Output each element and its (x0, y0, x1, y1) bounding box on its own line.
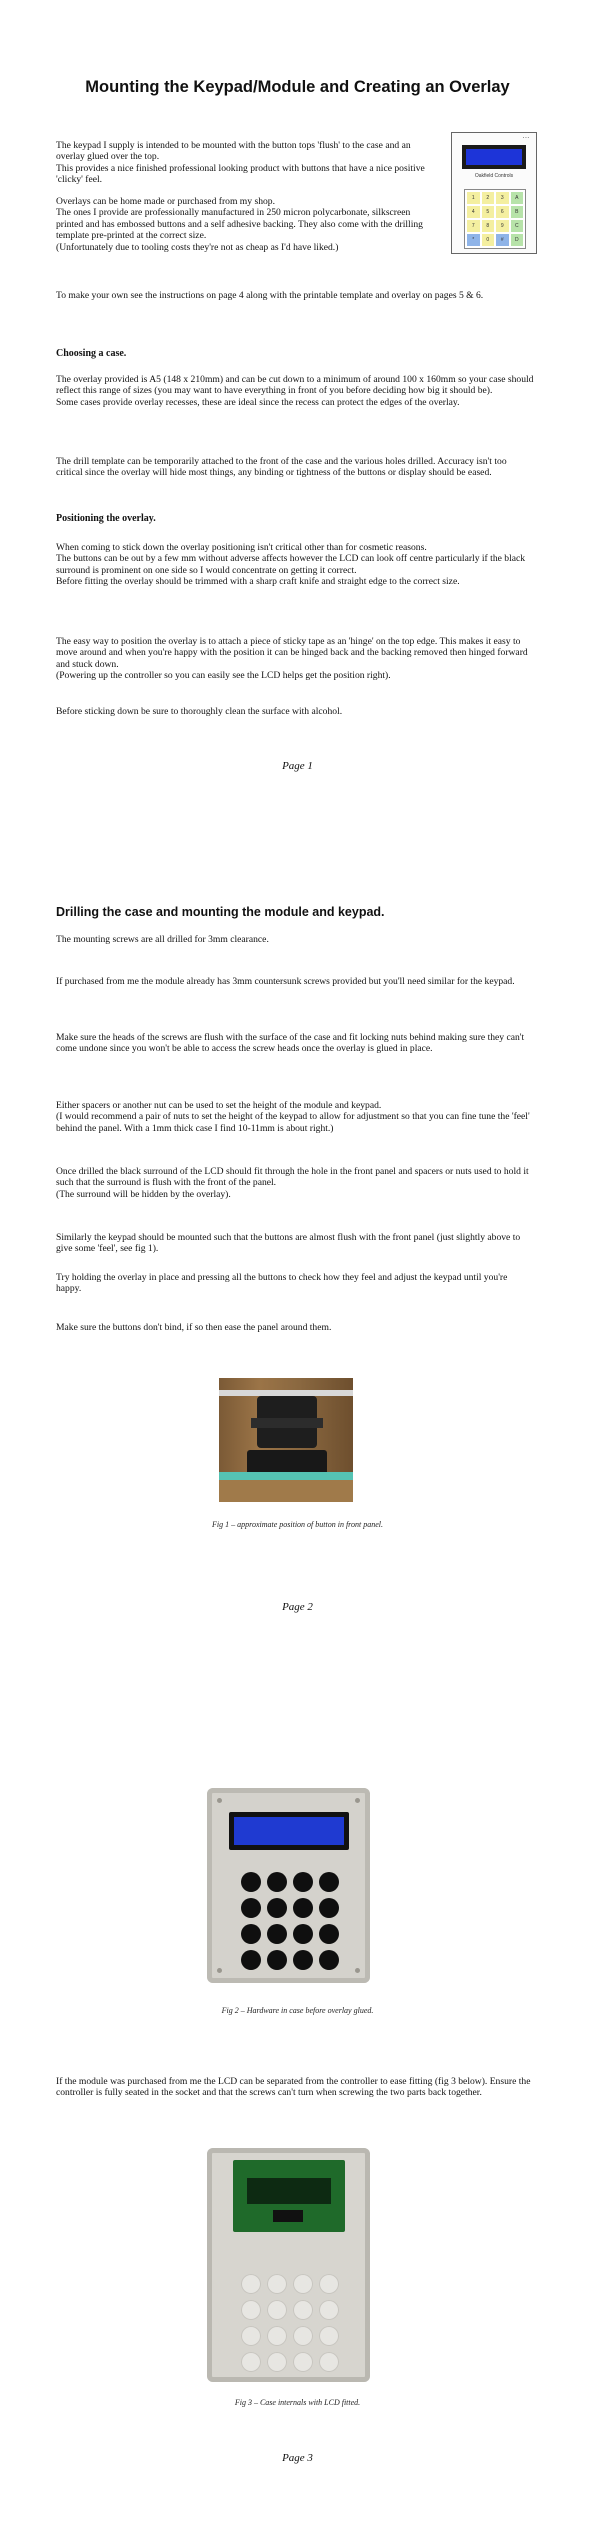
button-hole (267, 1924, 287, 1944)
button-hole (293, 1924, 313, 1944)
button-hole (241, 2274, 261, 2294)
section-heading: Drilling the case and mounting the module and keypad. (56, 905, 385, 919)
button-hole (267, 2300, 287, 2320)
case-paragraph (56, 374, 534, 408)
screw-head (217, 1968, 222, 1973)
keypad-key: 7 (467, 220, 480, 232)
lcd-surround-paragraph (56, 1166, 534, 1200)
controller-chip (273, 2210, 303, 2222)
screw-head (217, 1798, 222, 1803)
keypad-key: * (467, 234, 480, 246)
page-number: Page 1 (282, 760, 313, 772)
positioning-line: Before fitting the overlay should be trimmed with a sharp craft knife and straight edge to the correct size. (56, 576, 460, 588)
section-heading: Positioning the overlay. (56, 513, 156, 524)
button-hole (319, 1872, 339, 1892)
button-hole (267, 2352, 287, 2372)
clean-paragraph: Before sticking down be sure to thoroughly clean the surface with alcohol. (56, 706, 343, 717)
keypad-key: 4 (467, 206, 480, 218)
body-paragraph: If the module was purchased from me the LCD can be separated from the controller to ease fitting (fig 3 below). Ensure the controller is fully seated in the socket and that the screws can't turn when screwing the two parts back together. (56, 2076, 531, 2099)
wood-surface (219, 1480, 353, 1502)
overlay-brand-label: Oakfield Controls (474, 173, 514, 179)
page-number: Page 3 (282, 2452, 313, 2464)
button-hole (293, 2274, 313, 2294)
overlays-paragraph (56, 196, 436, 253)
body-paragraph: The mounting screws are all drilled for 3mm clearance. (56, 934, 269, 945)
page-number: Page 2 (282, 1601, 313, 1613)
case-hardware-photo (207, 1788, 370, 1983)
figure-caption: Fig 3 – Case internals with LCD fitted. (234, 2398, 361, 2407)
lcd-surround (462, 145, 526, 169)
keypad-key: A (511, 192, 524, 204)
button-hole (241, 2326, 261, 2346)
button-hole (319, 2274, 339, 2294)
section-heading: Choosing a case. (56, 348, 127, 359)
keypad-grid (464, 189, 526, 249)
keypad-key: 0 (482, 234, 495, 246)
keypad-key: 2 (482, 192, 495, 204)
positioning-paragraph (56, 542, 534, 588)
keypad-key: 8 (482, 220, 495, 232)
lcd-surround (229, 1812, 349, 1850)
button-hole (293, 2352, 313, 2372)
positioning-line: When coming to stick down the overlay positioning isn't critical other than for cosmetic reasons. (56, 542, 427, 553)
button-hole (293, 2326, 313, 2346)
positioning-line: The buttons can be out by a few mm without adverse affects however the LCD can look off centre particularly if the black surround is prominent on one side so I would concentrate on getting it correct. (56, 553, 526, 576)
spacers-line: (I would recommend a pair of nuts to set the height of the keypad to allow for adjustment so that you can fine tune the 'feel' behind the panel. With a 1mm thick case I find 10-11mm is about right.) (56, 1111, 530, 1134)
button-ring (251, 1418, 323, 1428)
lcd-surround-line: Once drilled the black surround of the LCD should fit through the hole in the front panel and spacers or nuts used to hold it such that the surround is flush with the front of the panel. (56, 1166, 529, 1189)
intro-line: The keypad I supply is intended to be mounted with the button tops 'flush' to the case and an overlay glued over the top. (56, 140, 411, 163)
button-hole (267, 2274, 287, 2294)
hinge-line: (Powering up the controller so you can easily see the LCD helps get the position right). (56, 670, 391, 682)
intro-paragraph (56, 140, 436, 186)
button-hole (241, 2352, 261, 2372)
button-hole (241, 1872, 261, 1892)
button-hole (319, 2326, 339, 2346)
button-position-photo (219, 1378, 353, 1502)
keypad-key: B (511, 206, 524, 218)
spacers-paragraph (56, 1100, 534, 1134)
button-hole (267, 1898, 287, 1918)
button-holes (241, 1872, 339, 1970)
button-hole (267, 1872, 287, 1892)
button-hole (267, 2326, 287, 2346)
button-hole (241, 2300, 261, 2320)
case-line: Some cases provide overlay recesses, these are ideal since the recess can protect the edges of the overlay. (56, 396, 460, 408)
keypad-key: 5 (482, 206, 495, 218)
hinge-paragraph (56, 636, 534, 682)
button-hole (241, 1950, 261, 1970)
body-paragraph: Make sure the heads of the screws are flush with the surface of the case and fit locking nuts behind making sure they can't come undone since you won't be able to access the screw heads once the overlay is glued in place. (56, 1032, 525, 1055)
overlays-line: Overlays can be home made or purchased from my shop. (56, 196, 275, 207)
overlays-line: (Unfortunately due to tooling costs they're not as cheap as I'd have liked.) (56, 241, 339, 253)
overlays-line: The ones I provide are professionally manufactured in 250 micron polycarbonate, silkscreen printed and has embossed buttons and a self adhesive backing. They also come with the drilling template pre-printed at the correct size. (56, 207, 423, 242)
hinge-line: The easy way to position the overlay is to attach a piece of sticky tape as an 'hinge' on the top edge. This makes it easy to move around and when you're happy with the position it can be hinged back and the backing removed then hinged forward and stuck down. (56, 636, 528, 670)
keypad-key: # (496, 234, 509, 246)
screw-head (355, 1968, 360, 1973)
keypad-key: 1 (467, 192, 480, 204)
button-hole (241, 1924, 261, 1944)
keypad-key: 3 (496, 192, 509, 204)
own-overlay-paragraph: To make your own see the instructions on page 4 along with the printable template and overlay on pages 5 & 6. (56, 290, 484, 301)
spacers-line: Either spacers or another nut can be used to set the height of the module and keypad. (56, 1100, 382, 1111)
controller-board (233, 2160, 345, 2232)
body-paragraph: If purchased from me the module already has 3mm countersunk screws provided but you'll need similar for the keypad. (56, 976, 515, 987)
keypad-pcb (219, 1472, 353, 1480)
lcd-surround-line: (The surround will be hidden by the overlay). (56, 1188, 231, 1200)
button-hole (319, 2300, 339, 2320)
keypad-key: D (511, 234, 524, 246)
button-hole (293, 1950, 313, 1970)
lcd-window (234, 1817, 344, 1845)
overlay-corner-mark: ••• (522, 135, 530, 140)
button-holes (241, 2274, 339, 2372)
button-hole (293, 2300, 313, 2320)
button-hole (293, 1872, 313, 1892)
body-paragraph: Similarly the keypad should be mounted such that the buttons are almost flush with the front panel (just slightly above to give some 'feel', see fig 1). (56, 1232, 521, 1255)
page-title: Mounting the Keypad/Module and Creating an Overlay (85, 78, 510, 96)
button-hole (319, 1950, 339, 1970)
figure-caption: Fig 2 – Hardware in case before overlay glued. (221, 2006, 374, 2015)
case-line: The overlay provided is A5 (148 x 210mm) and can be cut down to a minimum of around 100 x 160mm so your case should reflect this range of sizes (you may want to have everything in front of you before deciding how big it should be). (56, 374, 534, 397)
body-paragraph: Make sure the buttons don't bind, if so then ease the panel around them. (56, 1322, 332, 1333)
case-internals-photo (207, 2148, 370, 2382)
screw-head (355, 1798, 360, 1803)
keypad-key: 9 (496, 220, 509, 232)
keypad-key: C (511, 220, 524, 232)
drill-template-paragraph: The drill template can be temporarily attached to the front of the case and the various holes drilled. Accuracy isn't too critical since the overlay will hide most things, any binding or tightness of the buttons or display should be eased. (56, 456, 507, 479)
button-hole (293, 1898, 313, 1918)
lcd-module (247, 2178, 331, 2204)
button-hole (241, 1898, 261, 1918)
lcd-window (466, 149, 522, 165)
button-hole (319, 1924, 339, 1944)
figure-caption: Fig 1 – approximate position of button in front panel. (212, 1520, 383, 1529)
button-hole (319, 2352, 339, 2372)
button-hole (267, 1950, 287, 1970)
button-hole (319, 1898, 339, 1918)
keypad-overlay-figure (451, 132, 537, 254)
body-paragraph: Try holding the overlay in place and pressing all the buttons to check how they feel and adjust the keypad until you're happy. (56, 1272, 508, 1295)
intro-line: This provides a nice finished professional looking product with buttons that have a nice positive 'clicky' feel. (56, 162, 425, 186)
keypad-key: 6 (496, 206, 509, 218)
